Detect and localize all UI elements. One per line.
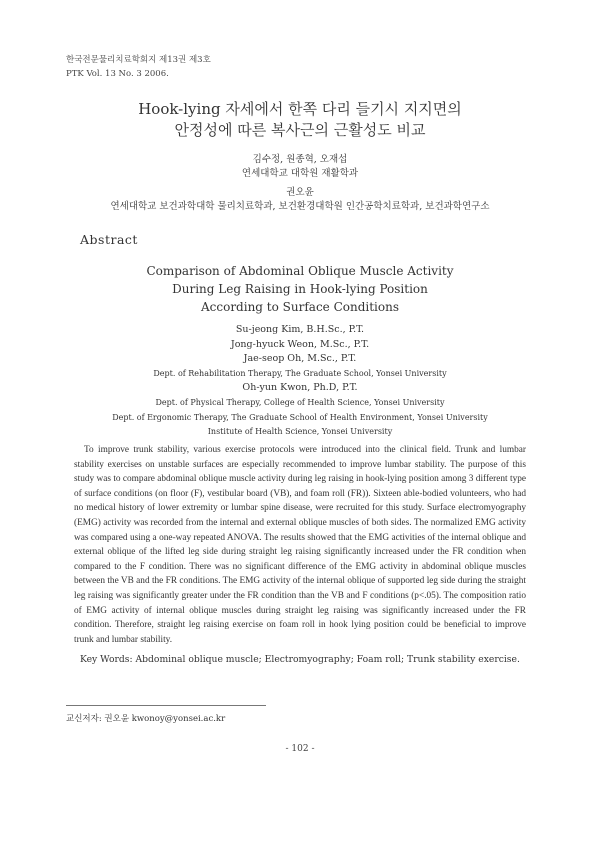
journal-header [66, 53, 211, 81]
english-title-line-1: Comparison of Abdominal Oblique Muscle Activity [146, 264, 454, 278]
affiliation-2: Dept. of Physical Therapy, College of Health Science, Yonsei University [155, 397, 445, 407]
author-2: Jong-hyuck Weon, M.Sc., P.T. [230, 338, 370, 350]
english-title [0, 262, 600, 316]
affiliation-3: Dept. of Ergonomic Therapy, The Graduate School of Health Environment, Yonsei University [112, 412, 488, 422]
korean-title [0, 99, 600, 141]
english-title-line-3: According to Surface Conditions [200, 300, 400, 314]
korean-second-author-affiliation: 연세대학교 보건과학대학 물리치료학과, 보건환경대학원 인간공학치료학과, 보건과학연구소 [110, 201, 490, 212]
korean-second-author [0, 186, 600, 214]
corresponding-author-footnote: 교신저자: 권오윤 kwonoy@yonsei.ac.kr [66, 714, 226, 724]
journal-name-ko: 한국전문물리치료학회지 제13권 제3호 [66, 55, 211, 65]
affiliation-4: Institute of Health Science, Yonsei University [207, 427, 393, 437]
page-number: - 102 - [285, 744, 315, 754]
keywords: Key Words: Abdominal oblique muscle; Electromyography; Foam roll; Trunk stability exercise. [80, 654, 520, 665]
abstract-heading: Abstract [80, 232, 138, 247]
author-1: Su-jeong Kim, B.H.Sc., P.T. [235, 324, 365, 335]
journal-volume-info: PTK Vol. 13 No. 3 2006. [66, 69, 169, 79]
abstract-body [74, 443, 526, 647]
author-4: Oh-yun Kwon, Ph.D, P.T. [242, 382, 358, 394]
abstract-paragraph: To improve trunk stability, various exercise protocols were introduced into the clinical field. Trunk and lumbar stability exercises on unstable surfaces are especially recommended to improve lumbar stability. The purpose of this study was to compare abdominal oblique muscle activity during leg raising in hook-lying position among 3 different type of surface conditions (on floor (F), vestibular board (VB), and foam roll (FR)). Sixteen able-bodied volunteers, who had no medical history of lower extremity or lumbar spine disease, were recruited for this study. Surface electromyography (EMG) activity was recorded from the internal and external oblique muscles of both sides. The normalized EMG activity was compared using a one-way repeated ANOVA. The results showed that the EMG activities of the internal oblique and external oblique of the lifted leg side during straight leg raising significantly increased under the FR condition when compared to the F condition. There was no significant difference of the EMG activity in abdominal oblique muscles between the VB and the FR conditions. The EMG activity of the internal oblique of supported leg side during the straight leg raising was significantly greater under the FR condition than the VB and F conditions (p<.05). The composition ratio of EMG activity of internal oblique muscles during straight leg raising was significantly increased under the FR condition. Therefore, straight leg raising exercise on foam roll in hook lying position could be beneficial to improve trunk and lumbar stability. [74, 445, 526, 645]
korean-author-affiliation: 연세대학교 대학원 재활학과 [241, 168, 359, 179]
korean-author-names: 김수정, 원종혁, 오재섭 [252, 154, 348, 165]
english-title-line-2: During Leg Raising in Hook-lying Position [172, 282, 428, 296]
korean-title-line-1: Hook-lying 자세에서 한쪽 다리 들기시 지지면의 [138, 100, 462, 118]
korean-title-line-2: 안정성에 따른 복사근의 근활성도 비교 [174, 121, 426, 139]
korean-second-author-name: 권오윤 [286, 187, 314, 198]
english-authors [0, 323, 600, 440]
footnote-divider [66, 705, 266, 706]
affiliation-1: Dept. of Rehabilitation Therapy, The Graduate School, Yonsei University [153, 368, 447, 378]
author-3: Jae-seop Oh, M.Sc., P.T. [243, 353, 357, 365]
korean-authors [0, 153, 600, 181]
